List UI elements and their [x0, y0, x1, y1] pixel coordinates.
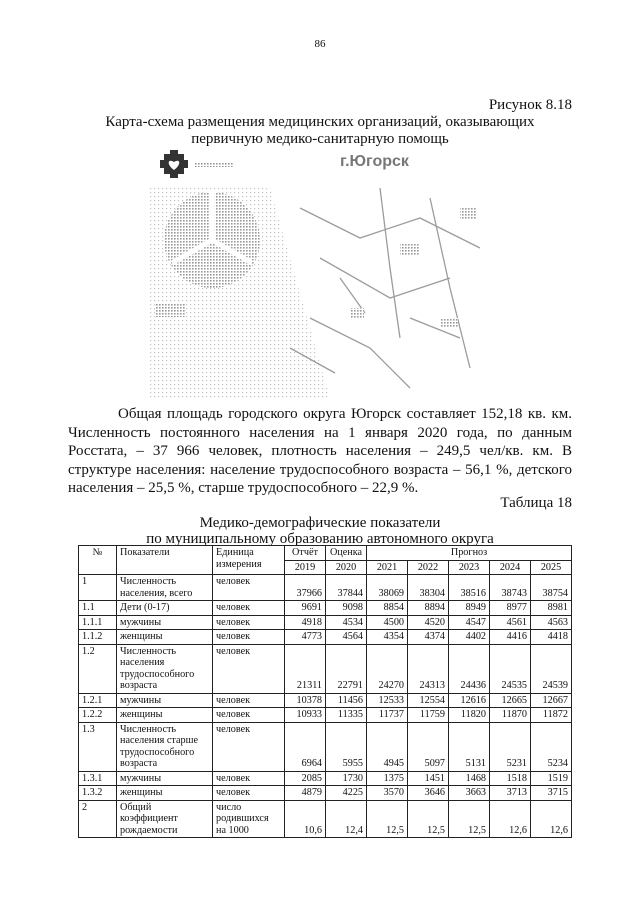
row-value: 4374	[408, 630, 449, 645]
row-indicator: Численность населения, всего	[117, 575, 213, 601]
row-value: 12,4	[326, 800, 367, 838]
table-title-line2: по муниципальному образованию автономного округа	[146, 531, 494, 547]
row-value: 12,5	[408, 800, 449, 838]
row-value: 4773	[285, 630, 326, 645]
row-number: 1.2.1	[79, 693, 117, 708]
row-value: 12667	[531, 693, 572, 708]
table-row	[79, 644, 572, 693]
row-value: 8949	[449, 601, 490, 616]
row-number: 1.1.1	[79, 615, 117, 630]
body-paragraph: Общая площадь городского округа Югорск составляет 152,18 кв. км. Численность постоянного населения на 1 января 2020 года, по данным Росстата, – 37 966 человек, плотность населения – 249,5 чел/кв. км. В структуре населения: население трудоспособного возраста – 56,1 %, детского населения – 25,5 %, старше трудоспособного – 22,9 %.	[68, 406, 572, 496]
year-2020: 2020	[326, 560, 367, 575]
row-value: 3663	[449, 786, 490, 801]
row-value: 4354	[367, 630, 408, 645]
table-row	[79, 786, 572, 801]
header-unit: Единица измерения	[213, 546, 285, 575]
row-value: 12533	[367, 693, 408, 708]
row-value: 1468	[449, 771, 490, 786]
row-indicator: женщины	[117, 708, 213, 723]
row-value: 12616	[449, 693, 490, 708]
year-2022: 2022	[408, 560, 449, 575]
row-number: 1.1	[79, 601, 117, 616]
row-unit: человек	[213, 630, 285, 645]
row-indicator: Дети (0-17)	[117, 601, 213, 616]
row-value: 11335	[326, 708, 367, 723]
header-num: №	[79, 546, 117, 575]
row-unit: число родившихся на 1000	[213, 800, 285, 838]
row-value: 4563	[531, 615, 572, 630]
row-number: 1.1.2	[79, 630, 117, 645]
marker-icon	[156, 303, 186, 317]
table-row	[79, 630, 572, 645]
table-row	[79, 693, 572, 708]
row-indicator: мужчины	[117, 693, 213, 708]
row-value: 9098	[326, 601, 367, 616]
row-indicator: мужчины	[117, 615, 213, 630]
row-value: 4225	[326, 786, 367, 801]
row-value: 12,6	[531, 800, 572, 838]
year-2019: 2019	[285, 560, 326, 575]
map-image	[150, 148, 490, 400]
table-header-row	[79, 546, 572, 561]
row-value: 5955	[326, 722, 367, 771]
row-value: 2085	[285, 771, 326, 786]
row-value: 24270	[367, 644, 408, 693]
year-2021: 2021	[367, 560, 408, 575]
row-value: 1518	[490, 771, 531, 786]
row-value: 4561	[490, 615, 531, 630]
row-value: 3713	[490, 786, 531, 801]
row-unit: человек	[213, 693, 285, 708]
table-row	[79, 771, 572, 786]
row-indicator: мужчины	[117, 771, 213, 786]
row-value: 12,5	[367, 800, 408, 838]
row-number: 1.3.1	[79, 771, 117, 786]
row-value: 11872	[531, 708, 572, 723]
row-value: 5231	[490, 722, 531, 771]
row-value: 1451	[408, 771, 449, 786]
row-indicator: женщины	[117, 786, 213, 801]
row-value: 11870	[490, 708, 531, 723]
page-number: 86	[314, 38, 326, 50]
row-value: 5234	[531, 722, 572, 771]
row-unit: человек	[213, 708, 285, 723]
row-number: 1.2	[79, 644, 117, 693]
row-value: 12665	[490, 693, 531, 708]
row-value: 24535	[490, 644, 531, 693]
row-value: 9691	[285, 601, 326, 616]
row-value: 38743	[490, 575, 531, 601]
table-row	[79, 722, 572, 771]
row-number: 1.3	[79, 722, 117, 771]
row-number: 1.3.2	[79, 786, 117, 801]
row-value: 38304	[408, 575, 449, 601]
row-value: 4547	[449, 615, 490, 630]
pie-legend-icon	[164, 192, 260, 288]
map-title: г.Югорск	[340, 153, 409, 170]
row-value: 3715	[531, 786, 572, 801]
row-value: 4945	[367, 722, 408, 771]
row-indicator: Численность населения трудоспособного возраста	[117, 644, 213, 693]
row-value: 21311	[285, 644, 326, 693]
table-row	[79, 708, 572, 723]
row-value: 4416	[490, 630, 531, 645]
figure-caption-line2: первичную медико-санитарную помощь	[191, 131, 449, 147]
header-indicator: Показатели	[117, 546, 213, 575]
header-forecast: Прогноз	[367, 546, 572, 561]
row-value: 3570	[367, 786, 408, 801]
row-indicator: Общий коэффициент рождаемости	[117, 800, 213, 838]
row-value: 11759	[408, 708, 449, 723]
figure-label: Рисунок 8.18	[488, 97, 572, 113]
demographics-table	[78, 545, 572, 838]
table-label: Таблица 18	[500, 495, 572, 511]
row-value: 37844	[326, 575, 367, 601]
row-value: 24436	[449, 644, 490, 693]
row-value: 1519	[531, 771, 572, 786]
row-indicator: женщины	[117, 630, 213, 645]
row-number: 2	[79, 800, 117, 838]
row-number: 1	[79, 575, 117, 601]
row-unit: человек	[213, 644, 285, 693]
row-value: 11737	[367, 708, 408, 723]
row-value: 8854	[367, 601, 408, 616]
table-row	[79, 575, 572, 601]
row-value: 4520	[408, 615, 449, 630]
row-value: 38754	[531, 575, 572, 601]
figure-caption-line1: Карта-схема размещения медицинских организаций, оказывающих	[105, 114, 535, 130]
row-value: 38069	[367, 575, 408, 601]
row-value: 4418	[531, 630, 572, 645]
row-value: 37966	[285, 575, 326, 601]
row-value: 8894	[408, 601, 449, 616]
row-unit: человек	[213, 722, 285, 771]
medical-logo-icon	[160, 150, 234, 178]
row-value: 11820	[449, 708, 490, 723]
row-value: 5131	[449, 722, 490, 771]
row-value: 4564	[326, 630, 367, 645]
row-value: 10933	[285, 708, 326, 723]
year-2024: 2024	[490, 560, 531, 575]
row-value: 1375	[367, 771, 408, 786]
row-value: 8981	[531, 601, 572, 616]
row-value: 1730	[326, 771, 367, 786]
header-estimate: Оценка	[326, 546, 367, 561]
row-value: 4918	[285, 615, 326, 630]
row-value: 12554	[408, 693, 449, 708]
row-value: 11456	[326, 693, 367, 708]
row-value: 4500	[367, 615, 408, 630]
table-row	[79, 800, 572, 838]
row-value: 10378	[285, 693, 326, 708]
row-value: 22791	[326, 644, 367, 693]
row-value: 12,5	[449, 800, 490, 838]
table-row	[79, 601, 572, 616]
row-value: 3646	[408, 786, 449, 801]
row-unit: человек	[213, 786, 285, 801]
row-value: 12,6	[490, 800, 531, 838]
header-report: Отчёт	[285, 546, 326, 561]
row-value: 4879	[285, 786, 326, 801]
map-blocks	[350, 208, 476, 328]
row-value: 24313	[408, 644, 449, 693]
year-2023: 2023	[449, 560, 490, 575]
row-unit: человек	[213, 601, 285, 616]
row-value: 4534	[326, 615, 367, 630]
table-title-line1: Медико-демографические показатели	[199, 515, 441, 531]
row-value: 24539	[531, 644, 572, 693]
row-value: 4402	[449, 630, 490, 645]
row-unit: человек	[213, 575, 285, 601]
year-2025: 2025	[531, 560, 572, 575]
row-value: 5097	[408, 722, 449, 771]
row-number: 1.2.2	[79, 708, 117, 723]
table-row	[79, 615, 572, 630]
row-value: 10,6	[285, 800, 326, 838]
row-value: 8977	[490, 601, 531, 616]
row-unit: человек	[213, 771, 285, 786]
row-value: 6964	[285, 722, 326, 771]
row-unit: человек	[213, 615, 285, 630]
row-value: 38516	[449, 575, 490, 601]
row-indicator: Численность населения старше трудоспособного возраста	[117, 722, 213, 771]
